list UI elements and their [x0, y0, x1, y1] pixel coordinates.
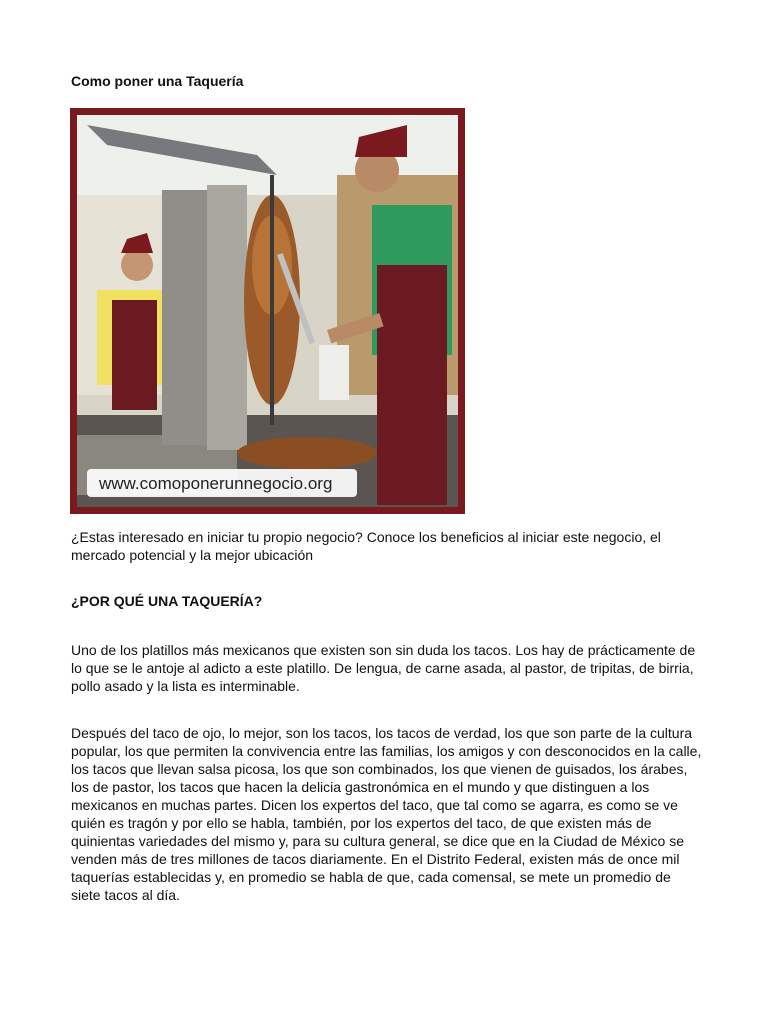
left-cook-head	[121, 249, 153, 281]
section-heading: ¿POR QUÉ UNA TAQUERÍA?	[71, 593, 263, 609]
metal-panel-right	[207, 185, 247, 450]
document-title: Como poner una Taquería	[71, 73, 244, 89]
metal-panel-left	[162, 190, 207, 445]
right-cook-apron	[377, 265, 447, 505]
taqueria-photo	[70, 108, 465, 514]
meat-pile	[237, 437, 377, 469]
left-cook-apron	[112, 300, 157, 410]
trompo-spit	[270, 175, 274, 425]
tortilla-stack	[319, 345, 349, 400]
taqueria-photo-illustration	[77, 115, 458, 507]
watermark-text: www.comoponerunnegocio.org	[99, 474, 333, 493]
body-paragraph-2: Después del taco de ojo, lo mejor, son los tacos, los tacos de verdad, los que son parte de la cultura popular, los que permiten la convivencia entre las familias, los amigos y con desconocidos en la calle, los tacos que llevan salsa picosa, los que son combinados, los que vienen de guisados, los árabes, los de pastor, los tacos que hacen la delicia gastronómica en el mundo y que distinguen a los mexicanos en muchas partes. Dicen los expertos del taco, que tal como se agarra, es como se ve quién es tragón y por ello se habla, también, por los expertos del taco, de que existen más de quinientas variedades del mismo y, para su cultura general, se dice que en la Ciudad de México se venden más de tres millones de tacos diariamente. En el Distrito Federal, existen más de once mil taquerías establecidas y, en promedio se habla de que, cada comensal, se mete un promedio de siete tacos al día.	[71, 725, 702, 903]
intro-paragraph: ¿Estas interesado en iniciar tu propio negocio? Conoce los beneficios al iniciar este negocio, el mercado potencial y la mejor ubicación	[71, 529, 661, 563]
body-paragraph-1: Uno de los platillos más mexicanos que existen son sin duda los tacos. Los hay de prácticamente de lo que se le antoje al adicto a este platillo. De lengua, de carne asada, al pastor, de tripitas, de birria, pollo asado y la lista es interminable.	[71, 642, 696, 694]
